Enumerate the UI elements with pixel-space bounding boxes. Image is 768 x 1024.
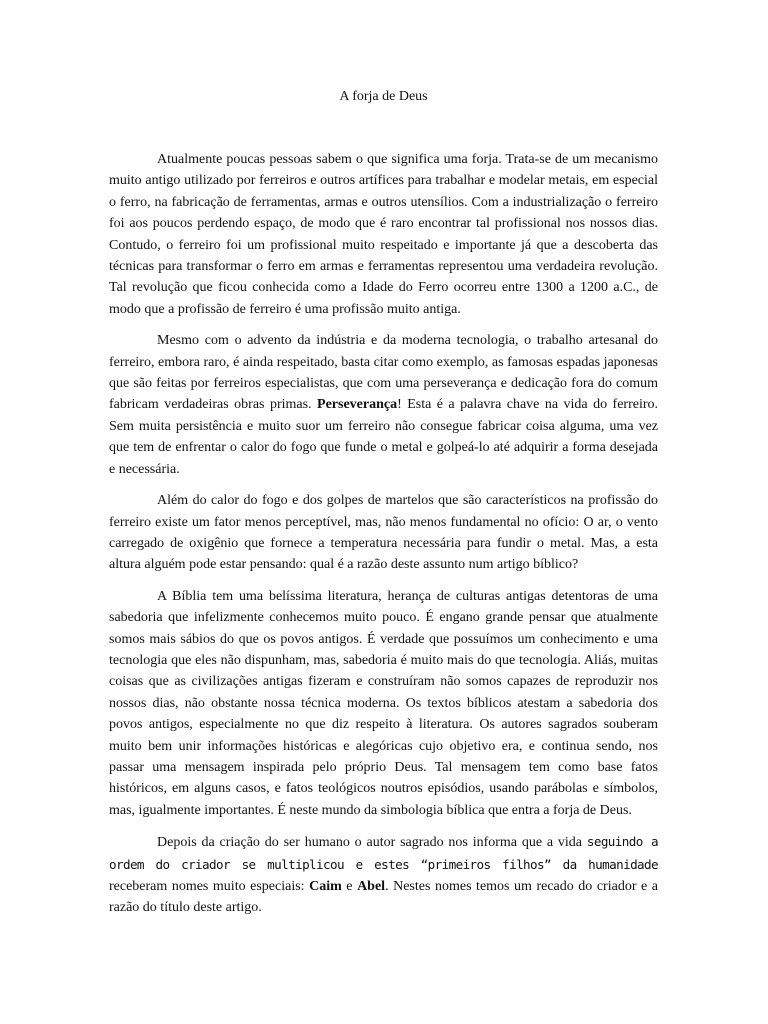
paragraph-2-text-a: Mesmo com o advento da indústria e da moderna tecnologia, o trabalho artesanal do ferreiro, embora raro, é ainda respeitado, basta citar como exemplo, as famosas espadas japonesas que são feitas por ferreiros especialistas, que com uma perseverança e dedicação fora do comum fabricam verdadeiras obras primas. [109,333,658,413]
paragraph-5-text-c: e [341,879,358,894]
paragraph-4-text: A Bíblia tem uma belíssima literatura, herança de culturas antigas detentoras de uma sabedoria que infelizmente conhecemos muito pouco. É engano grande pensar que atualmente somos mais sábios do que os povos antigos. É verdade que possuímos um conhecimento e uma tecnologia que eles não dispunham, mas, sabedoria é muito mais do que tecnologia. Aliás, muitas coisas que as civilizações antigas fizeram e construíram não somos capazes de reproduzir nos nossos dias, não obstante nossa técnica moderna. Os textos bíblicos atestam a sabedoria dos povos antigos, especialmente no que diz respeito à literatura. Os autores sagrados souberam muito bem unir informações históricas e alegóricas cujo objetivo era, e continua sendo, nos passar uma mensagem inspirada pelo próprio Deus. Tal mensagem tem como base fatos históricos, em alguns casos, e fatos teológicos noutros episódios, usando parábolas e símbolos, mas, igualmente importantes. É neste mundo da simbologia bíblica que entra a forja de Deus. [109,588,658,818]
paragraph-5-mono-text: seguindo a ordem do criador se multiplicou e estes “primeiros filhos” da humanidade [109,834,659,872]
paragraph-3-text: Além do calor do fogo e dos golpes de martelos que são característicos na profissão do ferreiro existe um fator menos perceptível, mas, não menos fundamental no ofício: O ar, o vento carregado de oxigênio que fornece a temperatura necessária para fundir o metal. Mas, a esta altura alguém pode estar pensando: qual é a razão deste assunto num artigo bíblico? [109,493,658,573]
paragraph-5-text-b: receberam nomes muito especiais: [109,879,310,894]
paragraph-1-text: Atualmente poucas pessoas sabem o que significa uma forja. Trata-se de um mecanismo muito antigo utilizado por ferreiros e outros artífices para trabalhar e modelar metais, em especial o ferro, na fabricação de ferramentas, armas e outros utensílios. Com a industrialização o ferreiro foi aos poucos perdendo espaço, de modo que é raro encontrar tal profissional nos nossos dias. Contudo, o ferreiro foi um profissional muito respeitado e importante já que a descoberta das técnicas para transformar o ferro em armas e ferramentas representou uma verdadeira revolução. Tal revolução que ficou conhecida como a Idade do Ferro ocorreu entre 1300 a 1200 a.C., de modo que a profissão de ferreiro é uma profissão muito antiga. [109,152,658,317]
paragraph-5-text-a: Depois da criação do ser humano o autor sagrado nos informa que a vida [157,835,587,851]
paragraph-1 [109,149,658,320]
document-title: A forja de Deus [339,89,428,104]
paragraph-5 [109,831,658,919]
name-abel: Abel [357,879,386,894]
paragraph-2-bold: Perseverança [317,397,398,413]
name-caim: Caim [309,879,342,894]
paragraph-5-text-d: . Nestes nomes temos um recado do criador e a razão do título deste artigo. [109,879,658,916]
document-page [109,87,658,929]
paragraph-2 [109,330,658,480]
paragraph-2-text-b: ! Esta é a palavra chave na vida do ferreiro. Sem muita persistência e muito suor um ferreiro não consegue fabricar coisa alguma, uma vez que tem de enfrentar o calor do fogo que funde o metal e golpeá-lo até adquirir a forma desejada e necessária. [109,397,658,477]
paragraph-3 [109,490,658,576]
paragraph-4 [109,586,658,821]
